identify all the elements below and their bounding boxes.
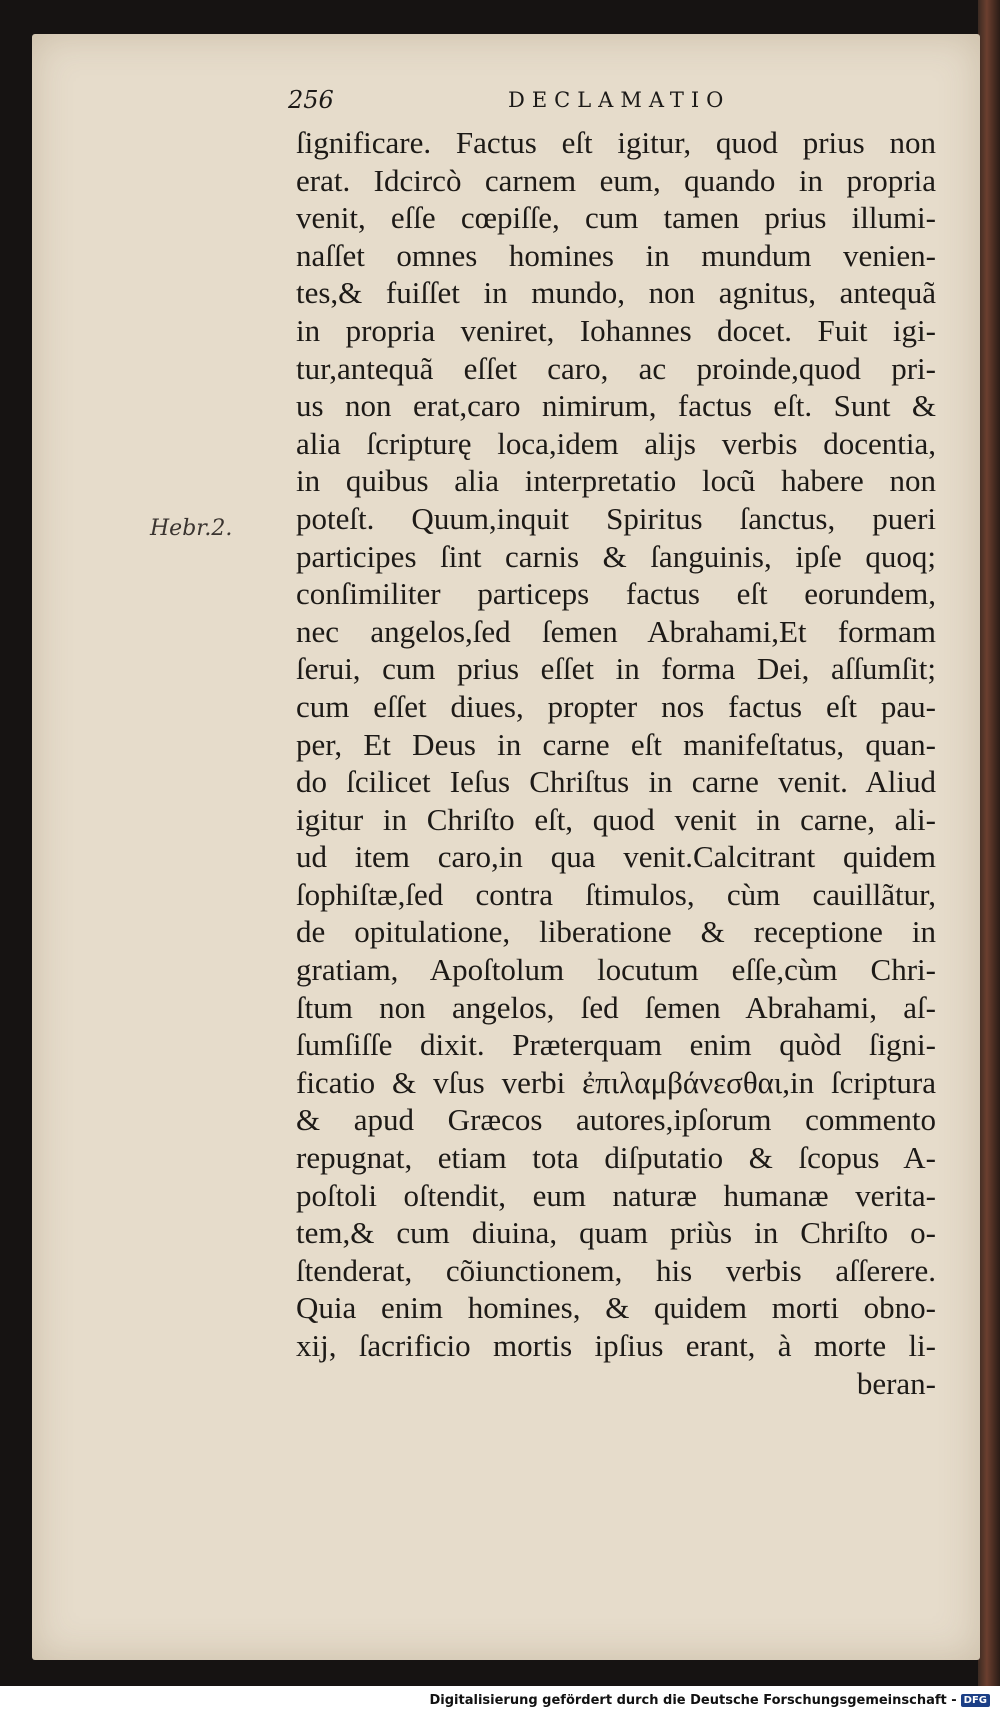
text-line: Quia enim homines, & quidem morti obno- xyxy=(296,1290,936,1326)
text-line: conſimiliter particeps factus eſt eorundem, xyxy=(296,576,936,612)
text-line: ſignificare. Factus eſt igitur, quod prius non xyxy=(296,125,936,160)
text-line: in propria veniret, Iohannes docet. Fuit igi- xyxy=(296,312,936,348)
text-line: cum eſſet diues, propter nos factus eſt pau- xyxy=(296,688,936,724)
text-line: per, Et Deus in carne eſt manifeſtatus, quan- xyxy=(296,726,936,762)
book-spine xyxy=(978,0,1000,1686)
dfg-logo-icon: DFG xyxy=(961,1694,990,1707)
text-line: de opitulatione, liberatione & receptione in xyxy=(296,914,936,950)
text-line: tem,& cum diuina, quam priùs in Chriſto o- xyxy=(296,1215,936,1251)
text-line: poteſt. Quum,inquit Spiritus ſanctus, pueri xyxy=(296,500,936,536)
text-line: venit, eſſe cœpiſſe, cum tamen prius illumi- xyxy=(296,200,936,236)
footer-bar xyxy=(0,1686,1000,1718)
text-line: naſſet omnes homines in mundum venien- xyxy=(296,237,936,273)
text-line: participes ſint carnis & ſanguinis, ipſe quoq; xyxy=(296,538,936,574)
text-line: ſtum non angelos, ſed ſemen Abrahami, aſ- xyxy=(296,989,936,1025)
text-line: do ſcilicet Ieſus Chriſtus in carne venit. Aliud xyxy=(296,764,936,800)
text-line: tur,antequã eſſet caro, ac proinde,quod pri- xyxy=(296,350,936,386)
text-line: ficatio & vſus verbi ἐπιλαμβάνεσθαι,in ſcriptura xyxy=(296,1064,936,1100)
page-number: 256 xyxy=(288,86,334,114)
text-line: xij, ſacrificio mortis ipſius erant, à morte li- xyxy=(296,1328,936,1363)
text-line: in quibus alia interpretatio locũ habere non xyxy=(296,463,936,499)
text-line: tes,& fuiſſet in mundo, non agnitus, antequã xyxy=(296,275,936,311)
marginal-note: Hebr.2. xyxy=(150,516,233,541)
text-line: igitur in Chriſto eſt, quod venit in carne, ali- xyxy=(296,801,936,837)
text-line: ſophiſtæ,ſed contra ſtimulos, cùm cauillãtur, xyxy=(296,876,936,912)
footer-credit xyxy=(430,1693,991,1708)
text-line: nec angelos,ſed ſemen Abrahami,Et formam xyxy=(296,613,936,649)
text-line: ſtenderat, cõiunctionem, his verbis aſſerere. xyxy=(296,1252,936,1288)
text-line: repugnat, etiam tota diſputatio & ſcopus A- xyxy=(296,1140,936,1176)
text-line: ud item caro,in qua venit.Calcitrant quidem xyxy=(296,839,936,875)
body-text xyxy=(296,124,936,1402)
funding-credit-text: Digitalisierung gefördert durch die Deutsche Forschungsgemeinschaft - xyxy=(429,1693,957,1708)
text-line: gratiam, Apoſtolum locutum eſſe,cùm Chri- xyxy=(296,952,936,988)
text-line: erat. Idcircò carnem eum, quando in propria xyxy=(296,162,936,198)
running-head: DECLAMATIO xyxy=(508,88,731,112)
text-line: & apud Græcos autores,ipſorum commento xyxy=(296,1102,936,1138)
text-line: poſtoli oſtendit, eum naturæ humanæ verita- xyxy=(296,1177,936,1213)
text-line: us non erat,caro nimirum, factus eſt. Sunt & xyxy=(296,388,936,424)
catchword: beran- xyxy=(856,1365,936,1401)
text-line: alia ſcripturę loca,idem alijs verbis docentia, xyxy=(296,425,936,461)
text-line: ſumſiſſe dixit. Præterquam enim quòd ſigni- xyxy=(296,1027,936,1063)
text-line: ſerui, cum prius eſſet in forma Dei, aſſumſit; xyxy=(296,651,936,687)
